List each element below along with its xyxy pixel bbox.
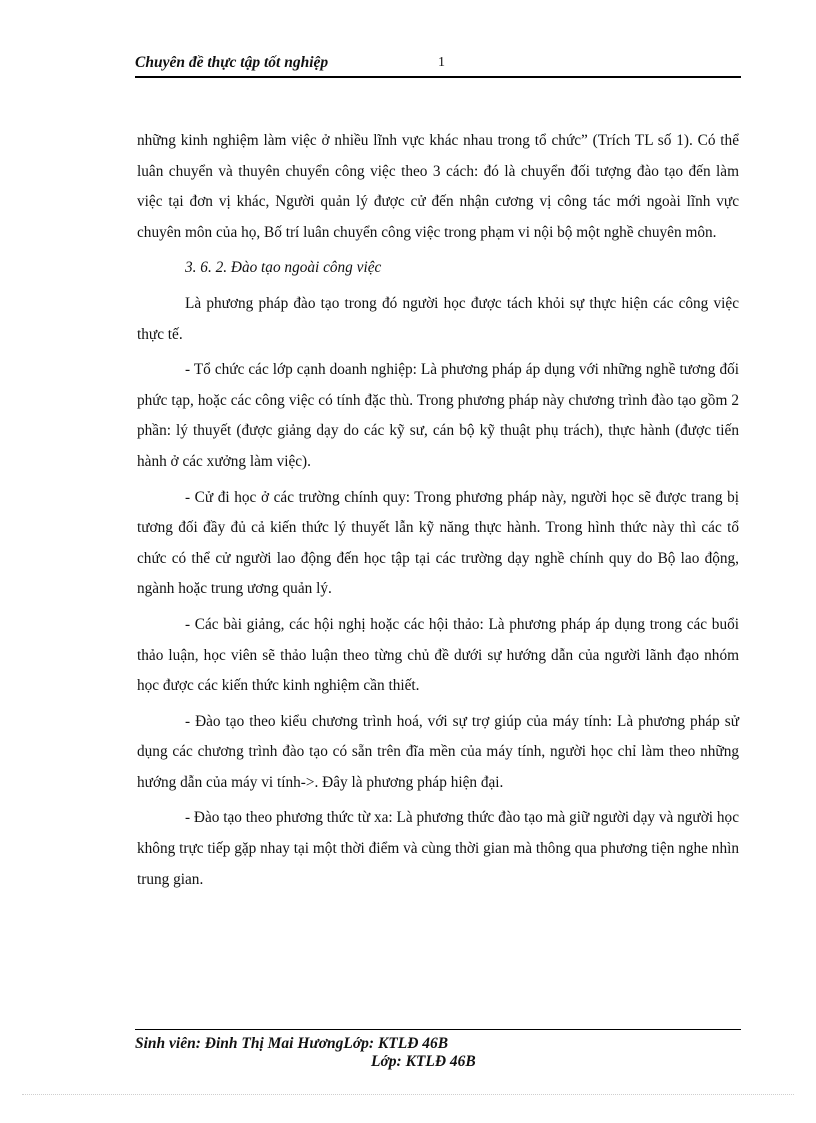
page-header (135, 52, 741, 78)
paragraph: - Các bài giảng, các hội nghị hoặc các hội thảo: Là phương pháp áp dụng trong các buổi thảo luận, học viên sẽ thảo luận theo từng chủ đề dưới sự hướng dẫn của người lãnh đạo nhóm học được các kiến thức kinh nghiệm cần thiết. (137, 615, 739, 695)
page-footer (135, 1029, 741, 1070)
paragraph: - Cử đi học ở các trường chính quy: Trong phương pháp này, người học sẽ được trang bị tương đối đầy đủ cả kiến thức lý thuyết lẫn kỹ năng thực hành. Trong hình thức này thì các tổ chức có thể cử người lao động đến học tập tại các trường dạy nghề chính quy do Bộ lao động, ngành hoặc trung ương quản lý. (137, 488, 739, 598)
page-edge-divider (22, 1094, 794, 1095)
paragraph: Là phương pháp đào tạo trong đó người học được tách khỏi sự thực hiện các công việc thực tế. (137, 294, 739, 343)
paragraph: - Tổ chức các lớp cạnh doanh nghiệp: Là phương pháp áp dụng với những nghề tương đối phức tạp, hoặc các công việc có tính đặc thù. Trong phương pháp này chương trình đào tạo gồm 2 phần: lý thuyết (được giảng dạy do các kỹ sư, cán bộ kỹ thuật phụ trách), thực hành (được tiến hành ở các xưởng làm việc). (137, 361, 739, 470)
footer-student-line: Sinh viên: Đinh Thị Mai HươngLớp: KTLĐ 46B (135, 1035, 449, 1052)
paragraph: - Đào tạo theo kiểu chương trình hoá, với sự trợ giúp của máy tính: Là phương pháp sử dụng các chương trình đào tạo có sẵn trên đĩa mền của máy tính, người học chỉ làm theo những hướng dẫn của máy vi tính->. Đây là phương pháp hiện đại. (137, 712, 739, 791)
footer-class-line: Lớp: KTLĐ 46B (371, 1053, 476, 1070)
paragraph-continuation: những kinh nghiệm làm việc ở nhiều lĩnh vực khác nhau trong tổ chức” (Trích TL số 1). Có thể luân chuyển và thuyên chuyển công việc theo 3 cách: đó là chuyển đối tượng đào tạo đến làm việc tại đơn vị khác, Người quản lý được cử đến nhận cương vị công tác mới ngoài lĩnh vực chuyên môn của họ, Bố trí luân chuyển công việc trong phạm vi nội bộ một nghề chuyên môn. (137, 132, 739, 241)
document-body (137, 126, 739, 900)
section-heading: 3. 6. 2. Đào tạo ngoài công việc (185, 259, 382, 277)
page-number: 1 (438, 55, 445, 70)
paragraph: - Đào tạo theo phương thức từ xa: Là phương thức đào tạo mà giữ người dạy và người học không trực tiếp gặp nhay tại một thời điểm và cùng thời gian mà thông qua phương tiện nghe nhìn trung gian. (137, 809, 739, 888)
header-title: Chuyên đề thực tập tốt nghiệp (135, 54, 329, 71)
